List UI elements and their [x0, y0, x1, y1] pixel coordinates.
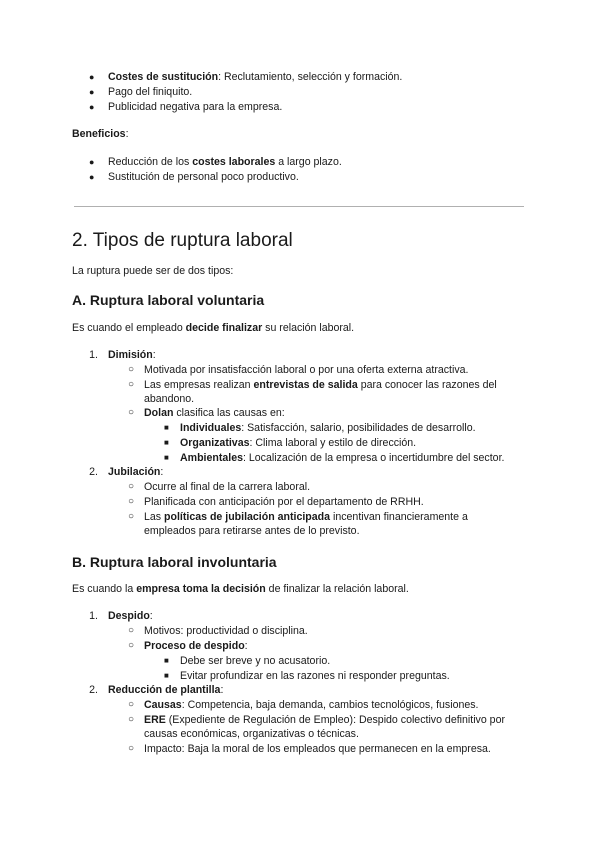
list-item: Debe ser breve y no acusatorio.	[180, 655, 331, 667]
bullet: ○	[128, 496, 135, 507]
bullet: ○	[128, 714, 135, 725]
list-item: Impacto: Baja la moral de los empleados que permanecen en la empresa.	[144, 743, 491, 755]
bullet: ■	[164, 671, 169, 680]
list-item: Sustitución de personal poco productivo.	[108, 171, 299, 183]
list-item: Causas: Competencia, baja demanda, cambios tecnológicos, fusiones.	[144, 699, 479, 711]
list-item: Motivos: productividad o disciplina.	[144, 625, 308, 637]
subsection-heading: B. Ruptura laboral involuntaria	[72, 554, 277, 570]
bullet: ○	[128, 379, 135, 390]
bullet: ●	[89, 72, 95, 82]
bullet: ●	[89, 102, 95, 112]
bullet: ○	[128, 481, 135, 492]
list-item: Individuales: Satisfacción, salario, posibilidades de desarrollo.	[180, 422, 476, 434]
list-item: Proceso de despido:	[144, 640, 248, 652]
paragraph: Es cuando la empresa toma la decisión de finalizar la relación laboral.	[72, 583, 409, 595]
list-item: Organizativas: Clima laboral y estilo de dirección.	[180, 437, 417, 449]
list-item: Reducción de plantilla:	[108, 684, 224, 696]
list-number: 2.	[89, 466, 98, 478]
bullet: ○	[128, 407, 135, 418]
bullet: ○	[128, 625, 135, 636]
list-number: 2.	[89, 684, 98, 696]
bullet: ■	[164, 656, 169, 665]
paragraph: Es cuando el empleado decide finalizar su relación laboral.	[72, 322, 355, 334]
list-item-continuation: empleados para retirarse antes de lo previsto.	[144, 525, 360, 537]
bullet: ■	[164, 438, 169, 447]
list-item: Evitar profundizar en las razones ni responder preguntas.	[180, 670, 450, 682]
bullet: ●	[89, 157, 95, 167]
list-item: Dolan clasifica las causas en:	[144, 407, 285, 419]
subsection-heading: A. Ruptura laboral voluntaria	[72, 292, 265, 308]
bullet: ○	[128, 364, 135, 375]
list-item: Dimisión:	[108, 349, 156, 361]
bullet: ○	[128, 511, 135, 522]
list-item: Las políticas de jubilación anticipada incentivan financieramente a	[144, 511, 468, 523]
bullet: ○	[128, 699, 135, 710]
list-item: Ambientales: Localización de la empresa o incertidumbre del sector.	[180, 452, 505, 464]
bullet: ●	[89, 172, 95, 182]
list-item: Planificada con anticipación por el departamento de RRHH.	[144, 496, 424, 508]
list-number: 1.	[89, 349, 98, 361]
bullet: ■	[164, 453, 169, 462]
list-item: Despido:	[108, 610, 153, 622]
bullet: ○	[128, 743, 135, 754]
list-item: Motivada por insatisfacción laboral o por una oferta externa atractiva.	[144, 364, 469, 376]
list-item: Ocurre al final de la carrera laboral.	[144, 481, 311, 493]
list-number: 1.	[89, 610, 98, 622]
list-item-continuation: causas económicas, organizativas o técnicas.	[144, 728, 359, 740]
list-item: Costes de sustitución: Reclutamiento, selección y formación.	[108, 71, 403, 83]
bullet: ○	[128, 640, 135, 651]
section-heading: 2. Tipos de ruptura laboral	[72, 230, 293, 251]
list-item: Reducción de los costes laborales a largo plazo.	[108, 156, 342, 168]
list-item: Publicidad negativa para la empresa.	[108, 101, 283, 113]
bullet: ■	[164, 423, 169, 432]
list-item: Las empresas realizan entrevistas de salida para conocer las razones del	[144, 379, 497, 391]
benefits-label: Beneficios:	[72, 128, 129, 140]
bullet: ●	[89, 87, 95, 97]
list-item: ERE (Expediente de Regulación de Empleo): Despido colectivo definitivo por	[144, 714, 505, 726]
horizontal-divider	[74, 206, 524, 207]
list-item-continuation: abandono.	[144, 393, 195, 405]
list-item: Jubilación:	[108, 466, 164, 478]
list-item: Pago del finiquito.	[108, 86, 193, 98]
paragraph: La ruptura puede ser de dos tipos:	[72, 265, 234, 277]
